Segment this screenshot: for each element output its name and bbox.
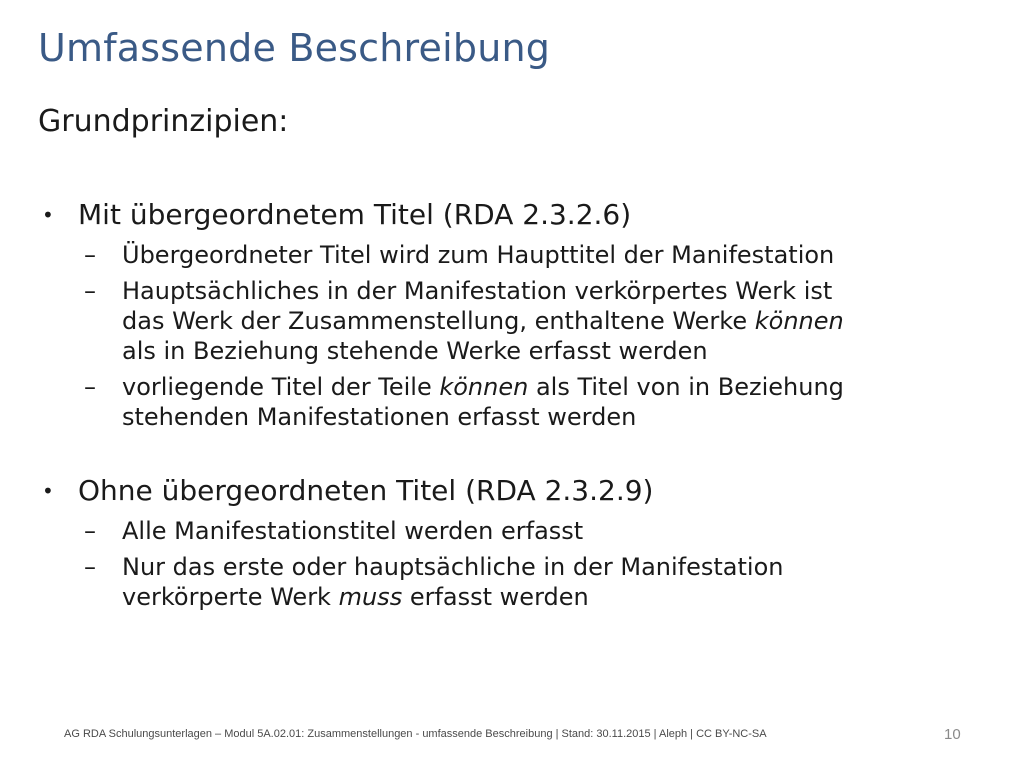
- sub-text-line: [122, 582, 998, 612]
- bullet-item: [38, 196, 998, 234]
- emphasis-text: können: [754, 307, 844, 335]
- sub-item: [38, 276, 998, 366]
- bullet-text: Mit übergeordnetem Titel (RDA 2.3.2.6): [78, 198, 632, 231]
- sub-item: [38, 372, 998, 432]
- sub-text-segment: erfasst werden: [402, 583, 589, 611]
- sub-text: Alle Manifestationstitel werden erfasst: [122, 517, 584, 545]
- sub-text-line: stehenden Manifestationen erfasst werden: [122, 403, 637, 431]
- spacer: [38, 438, 998, 472]
- sub-text-line: [122, 372, 998, 402]
- sub-text-line: Nur das erste oder hauptsächliche in der Manifestation: [122, 553, 784, 581]
- emphasis-text: muss: [338, 583, 403, 611]
- slide-subtitle: Grundprinzipien:: [38, 104, 289, 139]
- sub-marker: –: [84, 277, 96, 305]
- sub-marker: –: [84, 241, 96, 269]
- bullet-text: Ohne übergeordneten Titel (RDA 2.3.2.9): [78, 474, 654, 507]
- sub-text-segment: als Titel von in Beziehung: [528, 373, 844, 401]
- sub-marker: –: [84, 517, 96, 545]
- sub-text-segment: das Werk der Zusammenstellung, enthaltene Werke: [122, 307, 755, 335]
- slide-content: [38, 196, 998, 618]
- sub-marker: –: [84, 373, 96, 401]
- sub-marker: –: [84, 553, 96, 581]
- sub-text-line: Hauptsächliches in der Manifestation verkörpertes Werk ist: [122, 277, 833, 305]
- bullet-item: [38, 472, 998, 510]
- slide-title: Umfassende Beschreibung: [38, 26, 551, 70]
- bullet-marker: •: [42, 479, 54, 503]
- sub-text: Übergeordneter Titel wird zum Haupttitel der Manifestation: [122, 241, 835, 269]
- sub-item: [38, 552, 998, 612]
- emphasis-text: können: [439, 373, 529, 401]
- bullet-marker: •: [42, 203, 54, 227]
- sub-item: [38, 240, 998, 270]
- sub-text-line: [122, 306, 998, 336]
- sub-text-line: als in Beziehung stehende Werke erfasst werden: [122, 337, 708, 365]
- sub-item: [38, 516, 998, 546]
- sub-text-segment: vorliegende Titel der Teile: [122, 373, 440, 401]
- page-number: 10: [944, 726, 961, 743]
- slide-footer: AG RDA Schulungsunterlagen – Modul 5A.02.01: Zusammenstellungen - umfassende Beschreibung | Stand: 30.11.2015 | Aleph | CC BY-NC-SA: [64, 728, 767, 740]
- sub-text-segment: verkörperte Werk: [122, 583, 339, 611]
